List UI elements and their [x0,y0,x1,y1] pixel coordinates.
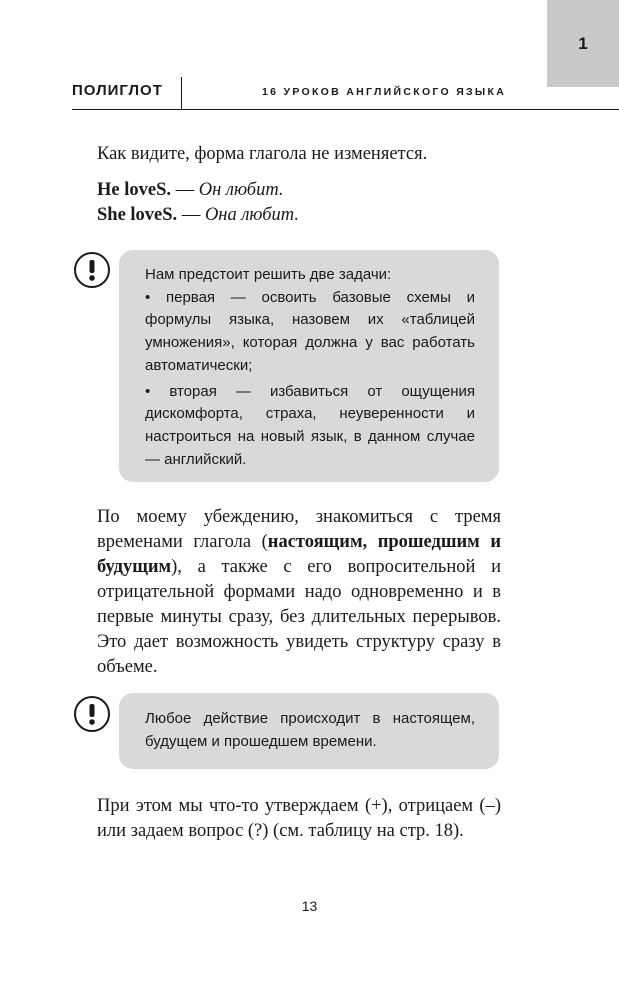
example-dash: — [177,205,205,225]
example-line [97,203,299,228]
chapter-tab: 1 [547,0,619,87]
note-lead: Нам предстоит решить две задачи: [145,266,392,283]
note-item: • вторая — избавиться от ощущения дискомфорта, страха, неуверенности и настроиться на новый язык, в данном случае — английский. [145,382,475,468]
running-head: 16 УРОКОВ АНГЛИЙСКОГО ЯЗЫКА [262,86,507,98]
example-dash: — [171,180,199,200]
publisher-logo: ПОЛИГЛОТ [72,82,163,99]
page-number: 13 [301,898,318,914]
note-text: Любое действие происходит в настоящем, будущем и прошедшем времени. [145,710,475,750]
paragraph-bold-text: настоящим, прошедшим и будущим [97,532,501,577]
exclamation-icon [74,252,110,288]
header-rule [72,109,619,110]
example-english: He loveS. [97,180,171,200]
note-item: • первая — освоить базовые схемы и формулы языка, назовем их «таблицей умножения», которая должна у вас работать автоматически; [145,288,475,374]
body-paragraph: При этом мы что-то утверждаем (+), отрицаем (–) или задаем вопрос (?) (см. таблицу на стр. 18). [97,796,501,841]
paragraph-text: ), а также с его вопросительной и отрицательной формами надо одновременно и в первые минуты сразу, без длительных перерывов. Это дает возможность увидеть структуру сразу в объеме. [97,557,501,677]
intro-paragraph: Как видите, форма глагола не изменяется. [97,144,428,164]
example-russian: Он любит. [198,180,284,200]
example-english: She loveS. [97,205,178,225]
note-box [119,693,499,769]
body-paragraph [97,505,501,680]
header-divider [181,77,182,110]
note-box [119,250,499,482]
example-line [97,178,284,203]
paragraph-text: По моему убеждению, знакомиться с тремя временами глагола ( [97,507,501,552]
example-russian: Она любит. [204,205,299,225]
exclamation-icon [74,696,110,732]
